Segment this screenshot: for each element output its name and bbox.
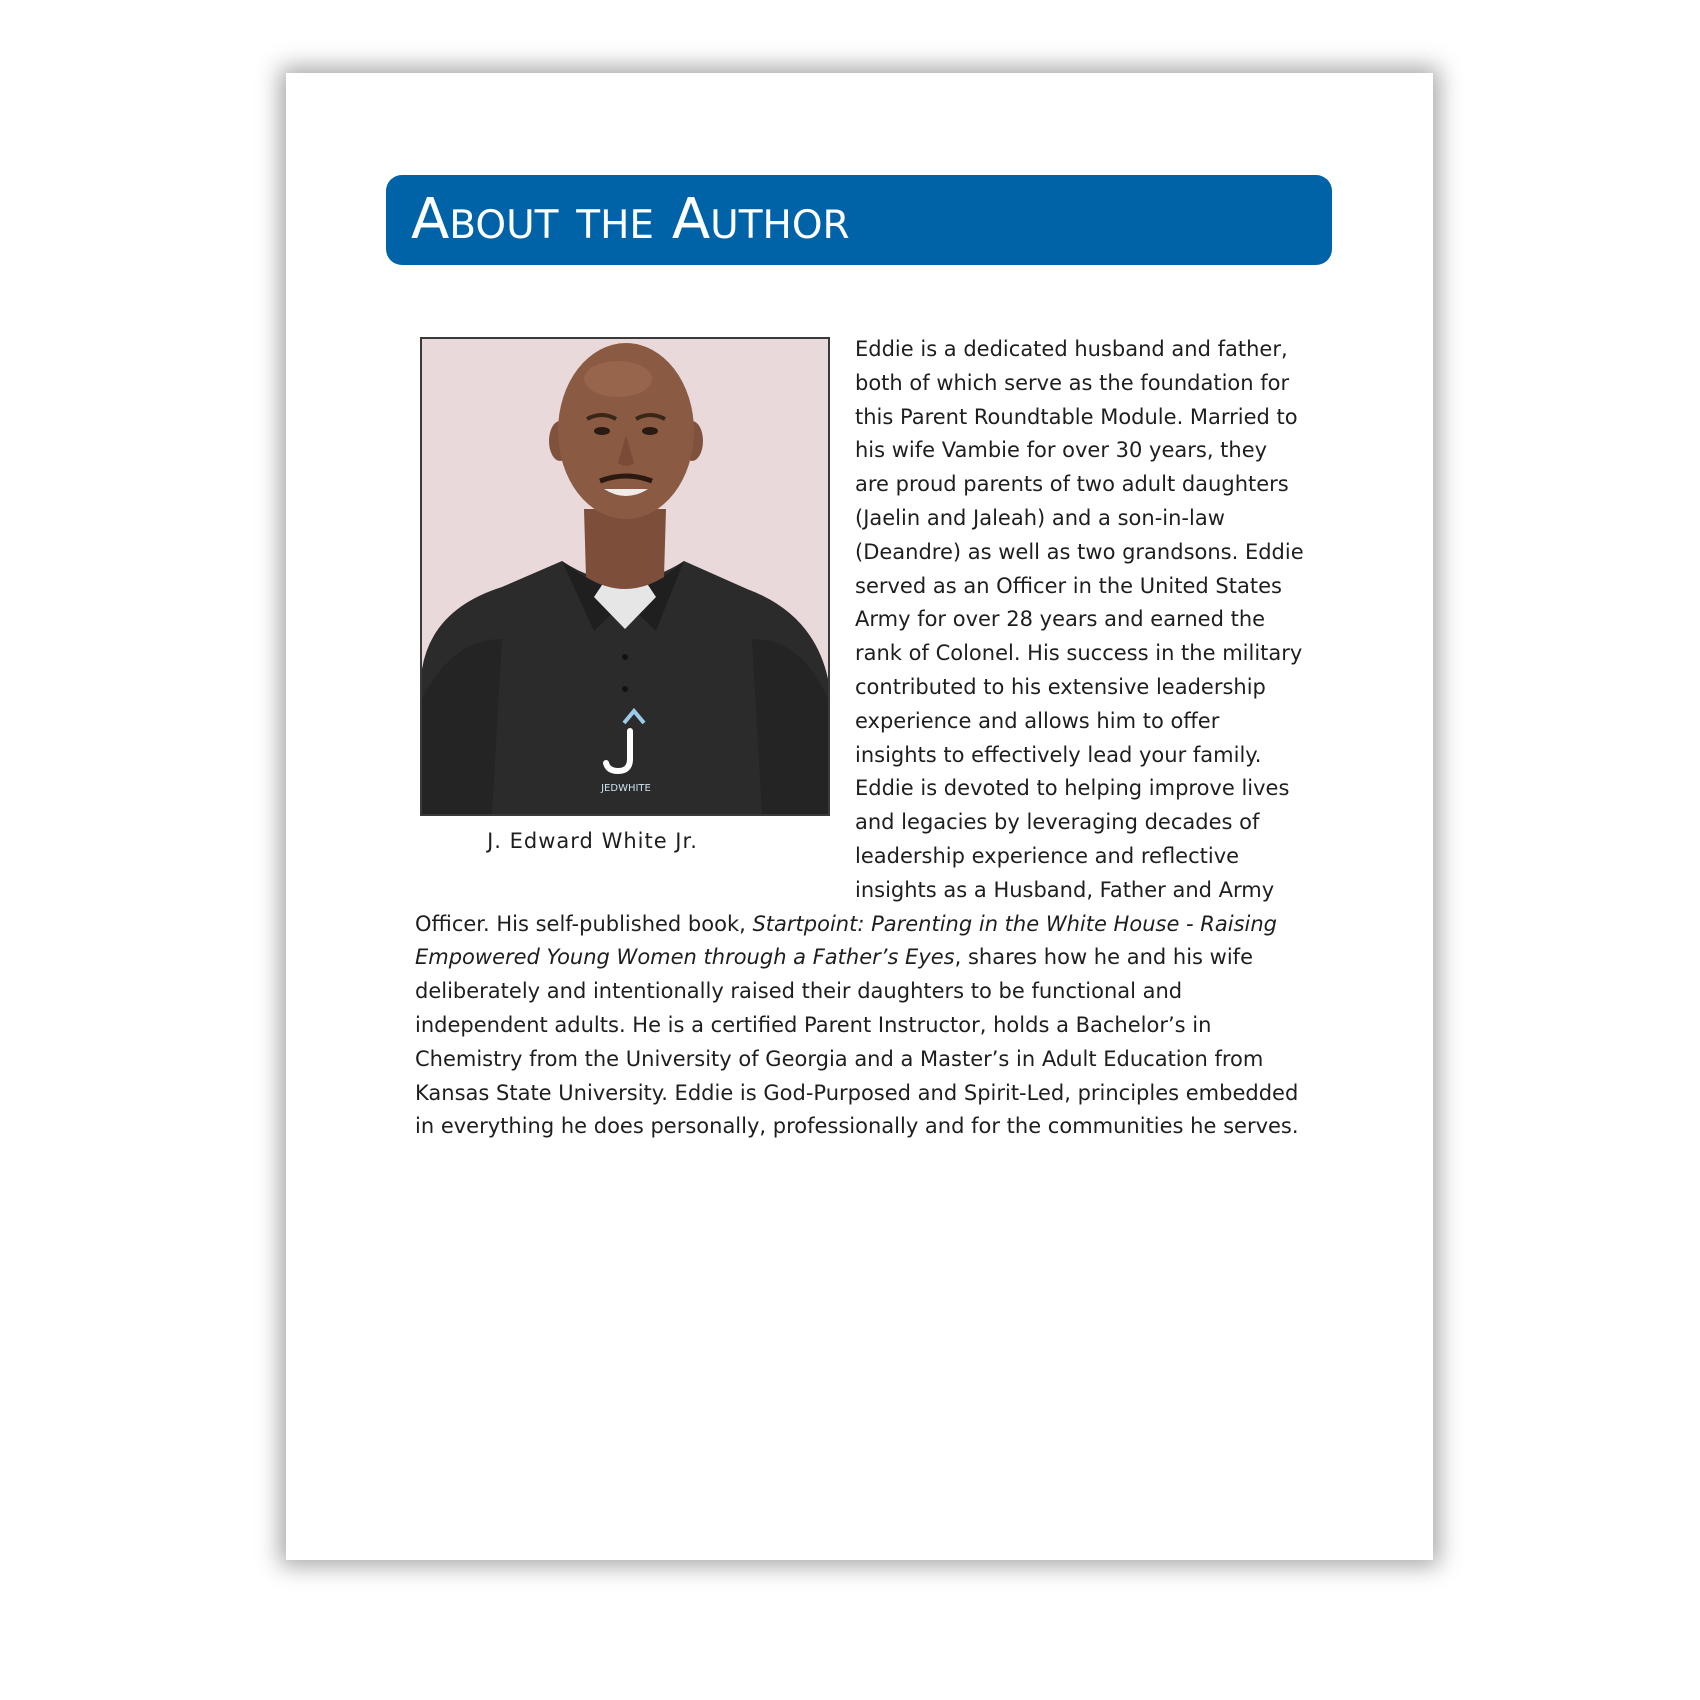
photo-caption: J. Edward White Jr. <box>487 829 698 853</box>
bio-text-part1: Eddie is a dedicated husband and father, both of which serve as the foundation for this Parent Roundtable Module. Married to his wife Vambie for over 30 years, they are proud parents of two adult daughters (Jaelin and Jaleah) and a son-in-law (Deandre) as well as two grandsons. Eddie served as an Officer in the United States Army for over 28 years and earned the rank of Colonel. His success in the military contributed to his extensive leadership experience and allows him to offer insights to effectively lead your family. Eddie is devoted to helping improve lives and legacies by leveraging decades of leadership experience and reflective insights as a Husband, Father and Army Officer. His self-published book, <box>415 337 1304 936</box>
author-bio <box>415 333 1305 1144</box>
bio-text-part2: , shares how he and his wife deliberately and intentionally raised their daughters to be functional and independent adults. He is a certified Parent Instructor, holds a Bachelor’s in Chemistry from the University of Georgia and a Master’s in Adult Education from Kansas State University. Eddie is God-Purposed and Spirit-Led, principles embedded in everything he does personally, professionally and for the communities he serves. <box>415 945 1299 1139</box>
shirt-logo-text: JEDWHITE <box>601 783 651 794</box>
book-title: Startpoint: Parenting in the White House - Raising Empowered Young Women through a Father’s Eyes <box>415 911 1277 970</box>
title-banner <box>386 175 1332 265</box>
document-page <box>286 73 1433 1560</box>
photo-wrap-spacer <box>415 333 855 875</box>
page-title: About the Author <box>411 187 850 252</box>
